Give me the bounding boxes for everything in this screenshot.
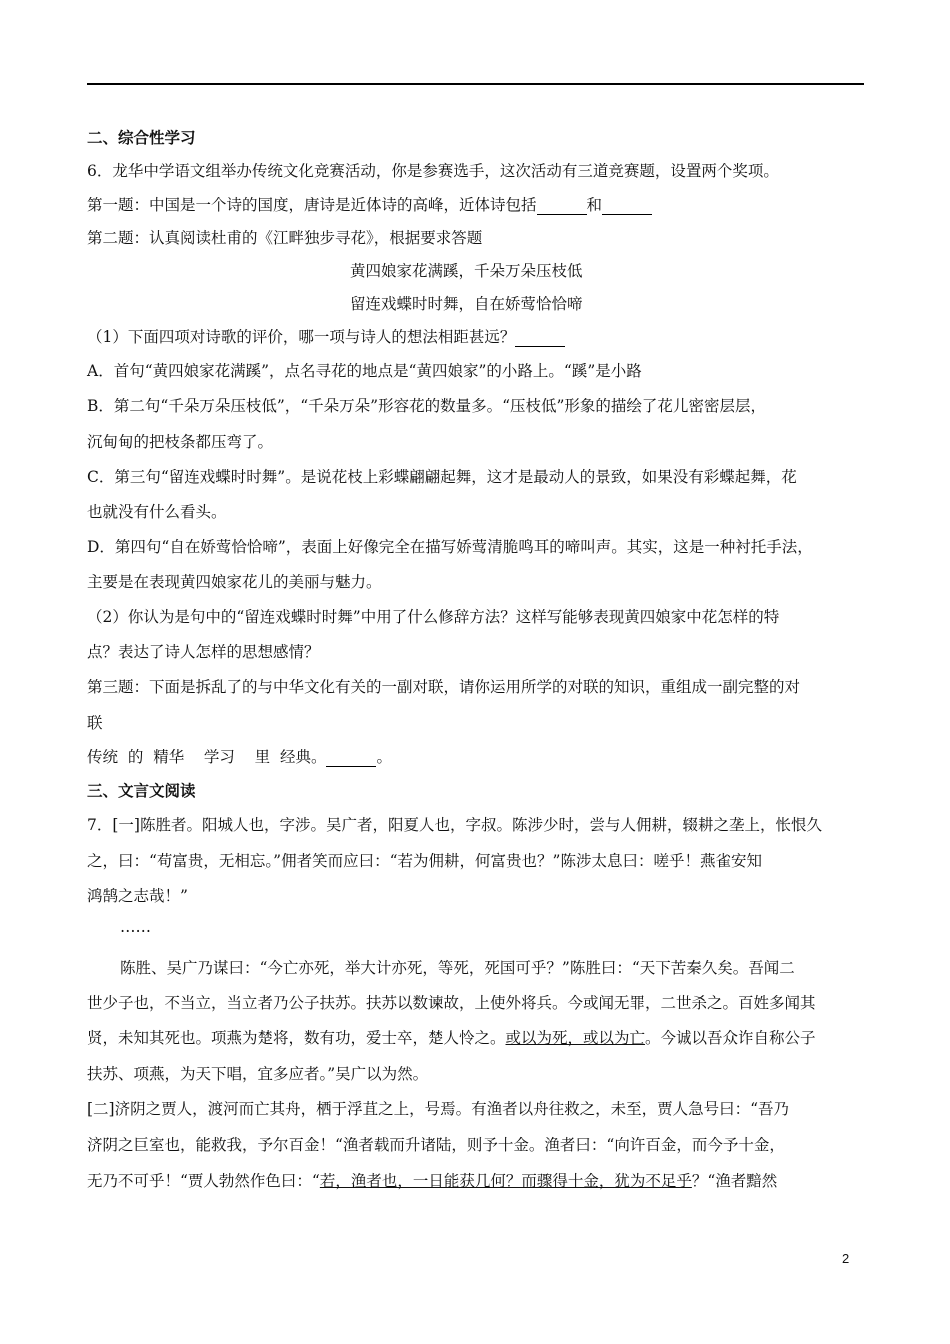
header-rule xyxy=(87,83,864,85)
passage-3-line-2: 济阴之巨室也，能救我，予尔百金！“渔者载而升诸陆，则予十金。渔者曰：“向许百金，而今予十金， xyxy=(87,1136,785,1154)
passage-1-line-3: 鸿鹄之志哉！” xyxy=(87,887,188,905)
q6-task1-text: 第一题：中国是一个诗的国度，唐诗是近体诗的高峰，近体诗包括 xyxy=(87,196,537,214)
page-number: 2 xyxy=(842,1251,850,1266)
passage-3-line-3-post: ？“渔者黯然 xyxy=(691,1172,778,1190)
poem-line-1: 黄四娘家花满蹊，千朵万朵压枝低 xyxy=(350,262,583,280)
q6-task1-and: 和 xyxy=(586,196,603,214)
answer-blank-1[interactable] xyxy=(537,198,587,215)
q6-sub1 xyxy=(87,327,565,347)
q6-task2: 第二题：认真阅读杜甫的《江畔独步寻花》，根据要求答题 xyxy=(87,229,483,247)
option-b-line-1: B．第二句“千朵万朵压枝低”，“千朵万朵”形容花的数量多。“压枝低”形象的描绘了花儿密密层层， xyxy=(87,397,766,415)
section-2-title: 二、综合性学习 xyxy=(87,129,196,147)
q6-sub1-text: （1）下面四项对诗歌的评价，哪一项与诗人的想法相距甚远？ xyxy=(87,328,516,346)
passage-1-line-2: 之，曰：“苟富贵，无相忘。”佣者笑而应曰：“若为佣耕，何富贵也？”陈涉太息曰：嗟乎！燕雀安知 xyxy=(87,852,762,870)
q6-task1 xyxy=(87,195,652,215)
passage-2-line-3-post: 。今诚以吾众诈自称公子 xyxy=(645,1029,816,1047)
passage-3-line-3 xyxy=(87,1171,777,1191)
passage-2-line-2: 世少子也，不当立，当立者乃公子扶苏。扶苏以数谏故，上使外将兵。今或闻无罪，二世杀之。百姓多闻其 xyxy=(87,994,816,1012)
poem-line-2: 留连戏蝶时时舞，自在娇莺恰恰啼 xyxy=(350,295,583,313)
answer-blank-2[interactable] xyxy=(602,198,652,215)
q6-sub2-line-1: （2）你认为是句中的“留连戏蝶时时舞”中用了什么修辞方法？这样写能够表现黄四娘家中花怎样的特 xyxy=(87,608,780,626)
section-3-title: 三、文言文阅读 xyxy=(87,782,196,800)
option-c-line-2: 也就没有什么看头。 xyxy=(87,503,227,521)
option-b-line-2: 沉甸甸的把枝条都压弯了。 xyxy=(87,433,274,451)
couplet-words-text: 传统 的 精华 学习 里 经典。 xyxy=(87,748,327,766)
q6-stem: 6．龙华中学语文组举办传统文化竞赛活动，你是参赛选手，这次活动有三道竞赛题，设置两个奖项。 xyxy=(87,162,779,180)
passage-2-line-4: 扶苏、项燕，为天下唱，宜多应者。”吴广以为然。 xyxy=(87,1065,429,1083)
q6-sub2-line-2: 点？表达了诗人怎样的思想感情？ xyxy=(87,643,320,661)
option-d-line-1: D．第四句“自在娇莺恰恰啼”，表面上好像完全在描写娇莺清脆鸣耳的啼叫声。其实，这是一种衬托手法， xyxy=(87,538,813,556)
option-d-line-2: 主要是在表现黄四娘家花儿的美丽与魅力。 xyxy=(87,573,382,591)
couplet-words xyxy=(87,747,392,767)
passage-2-line-3-pre: 贤，未知其死也。项燕为楚将，数有功，爱士卒，楚人怜之。 xyxy=(87,1029,506,1047)
passage-3-line-3-pre: 无乃不可乎！“贾人勃然作色曰：“ xyxy=(87,1172,320,1190)
passage-2-line-1: 陈胜、吴广乃谋曰：“今亡亦死，举大计亦死，等死，死国可乎？”陈胜曰：“天下苦秦久矣。吾闻二 xyxy=(120,959,795,977)
passage-3-line-1: [二]济阴之贾人，渡河而亡其舟，栖于浮苴之上，号焉。有渔者以舟往救之，未至，贾人急号曰：“吾乃 xyxy=(87,1100,790,1118)
option-c-line-1: C．第三句“留连戏蝶时时舞”。是说花枝上彩蝶翩翩起舞，这才是最动人的景致，如果没有彩蝶起舞，花 xyxy=(87,468,797,486)
answer-blank-3[interactable] xyxy=(515,330,565,347)
answer-blank-4[interactable] xyxy=(326,750,376,767)
underlined-sentence-1: 或以为死，或以为亡 xyxy=(505,1029,646,1047)
passage-1-line-1: 7．[一]陈胜者。阳城人也，字涉。吴广者，阳夏人也，字叔。陈涉少时，尝与人佣耕，辍耕之垄上，怅恨久 xyxy=(87,816,822,834)
underlined-sentence-2: 若，渔者也，一日能获几何？而骤得十金，犹为不足乎 xyxy=(319,1172,692,1190)
option-a: A．首句“黄四娘家花满蹊”，点名寻花的地点是“黄四娘家”的小路上。“蹊”是小路 xyxy=(87,362,642,380)
couplet-end: 。 xyxy=(376,748,392,766)
ellipsis: …… xyxy=(120,918,151,936)
passage-2-line-3 xyxy=(87,1028,816,1048)
q6-task3-line-2: 联 xyxy=(87,714,103,732)
q6-task3-line-1: 第三题：下面是拆乱了的与中华文化有关的一副对联，请你运用所学的对联的知识，重组成一副完整的对 xyxy=(87,678,801,696)
